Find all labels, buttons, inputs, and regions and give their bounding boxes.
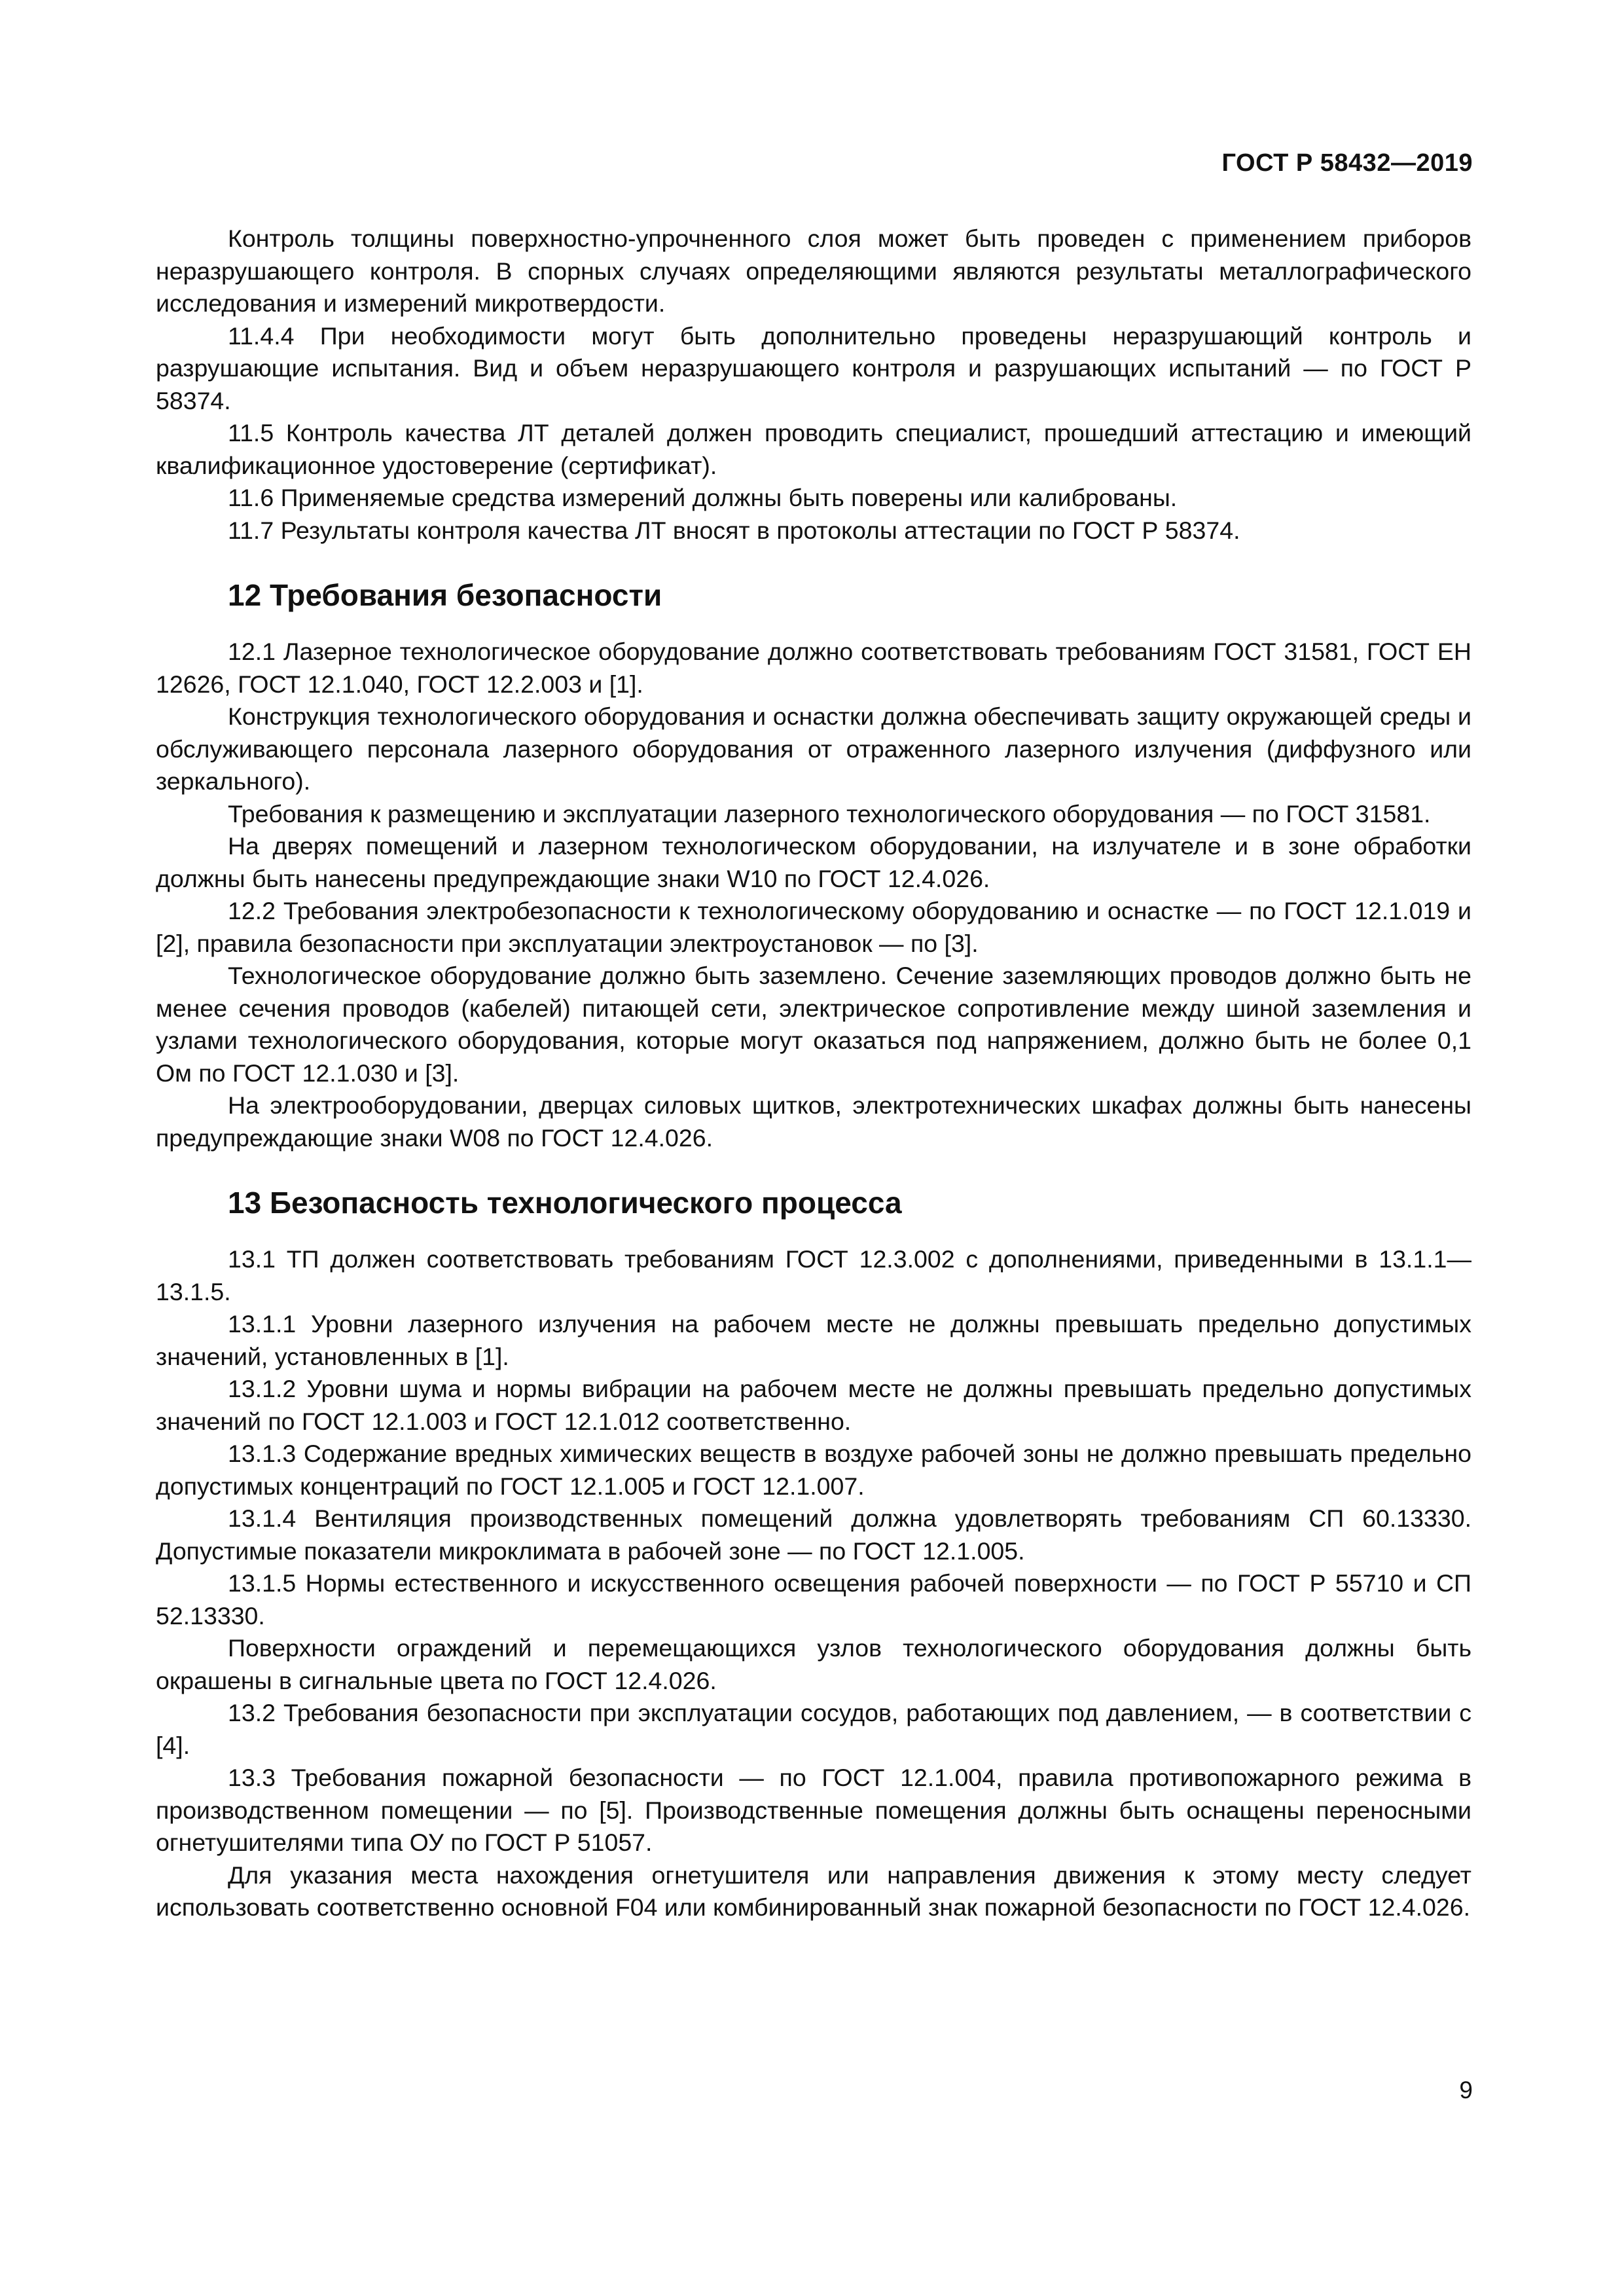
paragraph: 13.1.1 Уровни лазерного излучения на рабочем месте не должны превышать предельно допустимых значений, установленных в [1]. xyxy=(156,1310,1471,1370)
paragraph: 13.1.3 Содержание вредных химических веществ в воздухе рабочей зоны не должно превышать предельно допустимых концентраций по ГОСТ 12.1.005 и ГОСТ 12.1.007. xyxy=(156,1440,1471,1500)
paragraph: На дверях помещений и лазерном технологическом оборудовании, на излучателе и в зоне обработки должны быть нанесены предупреждающие знаки W10 по ГОСТ 12.4.026. xyxy=(156,832,1471,892)
paragraph: Контроль толщины поверхностно-упрочненного слоя может быть проведен с применением приборов неразрушающего контроля. В спорных случаях определяющими являются результаты металлографического исследования и измерений микротвердости. xyxy=(156,225,1471,317)
paragraph: 11.7 Результаты контроля качества ЛТ вносят в протоколы аттестации по ГОСТ Р 58374. xyxy=(228,516,1240,544)
paragraph: 13.2 Требования безопасности при эксплуатации сосудов, работающих под давлением, — в соответствии с [4]. xyxy=(156,1699,1471,1759)
paragraph: Поверхности ограждений и перемещающихся узлов технологического оборудования должны быть окрашены в сигнальные цвета по ГОСТ 12.4.026. xyxy=(156,1634,1471,1694)
paragraph: 12.1 Лазерное технологическое оборудование должно соответствовать требованиям ГОСТ 31581, ГОСТ ЕН 12626, ГОСТ 12.1.040, ГОСТ 12.2.003 и [1]. xyxy=(156,638,1471,698)
section-heading-12: 12 Требования безопасности xyxy=(228,578,662,612)
paragraph: 11.4.4 При необходимости могут быть дополнительно проведены неразрушающий контроль и разрушающие испытания. Вид и объем неразрушающего контроля и разрушающих испытаний — по ГОСТ Р 58374. xyxy=(156,321,1471,414)
paragraph: 13.1.5 Нормы естественного и искусственного освещения рабочей поверхности — по ГОСТ Р 55710 и СП 52.13330. xyxy=(156,1569,1471,1630)
paragraph: Требования к размещению и эксплуатации лазерного технологического оборудования — по ГОСТ 31581. xyxy=(228,799,1431,828)
document-body xyxy=(156,223,1471,1924)
paragraph: Конструкция технологического оборудования и оснастки должна обеспечивать защиту окружающей среды и обслуживающего персонала лазерного оборудования от отраженного лазерного излучения (диффузного или зеркального). xyxy=(156,702,1471,795)
paragraph: 13.1.4 Вентиляция производственных помещений должна удовлетворять требованиям СП 60.13330. Допустимые показатели микроклимата в рабочей зоне — по ГОСТ 12.1.005. xyxy=(156,1504,1471,1565)
paragraph: 13.1 ТП должен соответствовать требованиям ГОСТ 12.3.002 с дополнениями, приведенными в 13.1.1—13.1.5. xyxy=(156,1245,1471,1305)
paragraph: Для указания места нахождения огнетушителя или направления движения к этому месту следует использовать соответственно основной F04 или комбинированный знак пожарной безопасности по ГОСТ 12.4.026. xyxy=(156,1861,1471,1921)
paragraph: 13.3 Требования пожарной безопасности — по ГОСТ 12.1.004, правила противопожарного режима в производственном помещении — по [5]. Производственные помещения должны быть оснащены переносными огнетушителями типа ОУ по ГОСТ Р 51057. xyxy=(156,1764,1471,1856)
paragraph: 12.2 Требования электробезопасности к технологическому оборудованию и оснастке — по ГОСТ 12.1.019 и [2], правила безопасности при эксплуатации электроустановок — по [3]. xyxy=(156,897,1471,957)
paragraph: На электрооборудовании, дверцах силовых щитков, электротехнических шкафах должны быть нанесены предупреждающие знаки W08 по ГОСТ 12.4.026. xyxy=(156,1091,1471,1152)
paragraph: Технологическое оборудование должно быть заземлено. Сечение заземляющих проводов должно быть не менее сечения проводов (кабелей) питающей сети, электрическое сопротивление между шиной заземления и узлами технологического оборудования, которые могут оказаться под напряжением, должно быть не более 0,1 Ом по ГОСТ 12.1.030 и [3]. xyxy=(156,962,1471,1087)
paragraph: 11.6 Применяемые средства измерений должны быть поверены или калиброваны. xyxy=(228,484,1178,511)
page-number: 9 xyxy=(1459,2077,1473,2104)
paragraph: 13.1.2 Уровни шума и нормы вибрации на рабочем месте не должны превышать предельно допустимых значений по ГОСТ 12.1.003 и ГОСТ 12.1.012 соответственно. xyxy=(156,1375,1471,1435)
document-header-id: ГОСТ Р 58432—2019 xyxy=(1221,149,1473,177)
section-heading-13: 13 Безопасность технологического процесса xyxy=(228,1186,902,1220)
paragraph: 11.5 Контроль качества ЛТ деталей должен проводить специалист, прошедший аттестацию и имеющий квалификационное удостоверение (сертификат). xyxy=(156,419,1471,479)
